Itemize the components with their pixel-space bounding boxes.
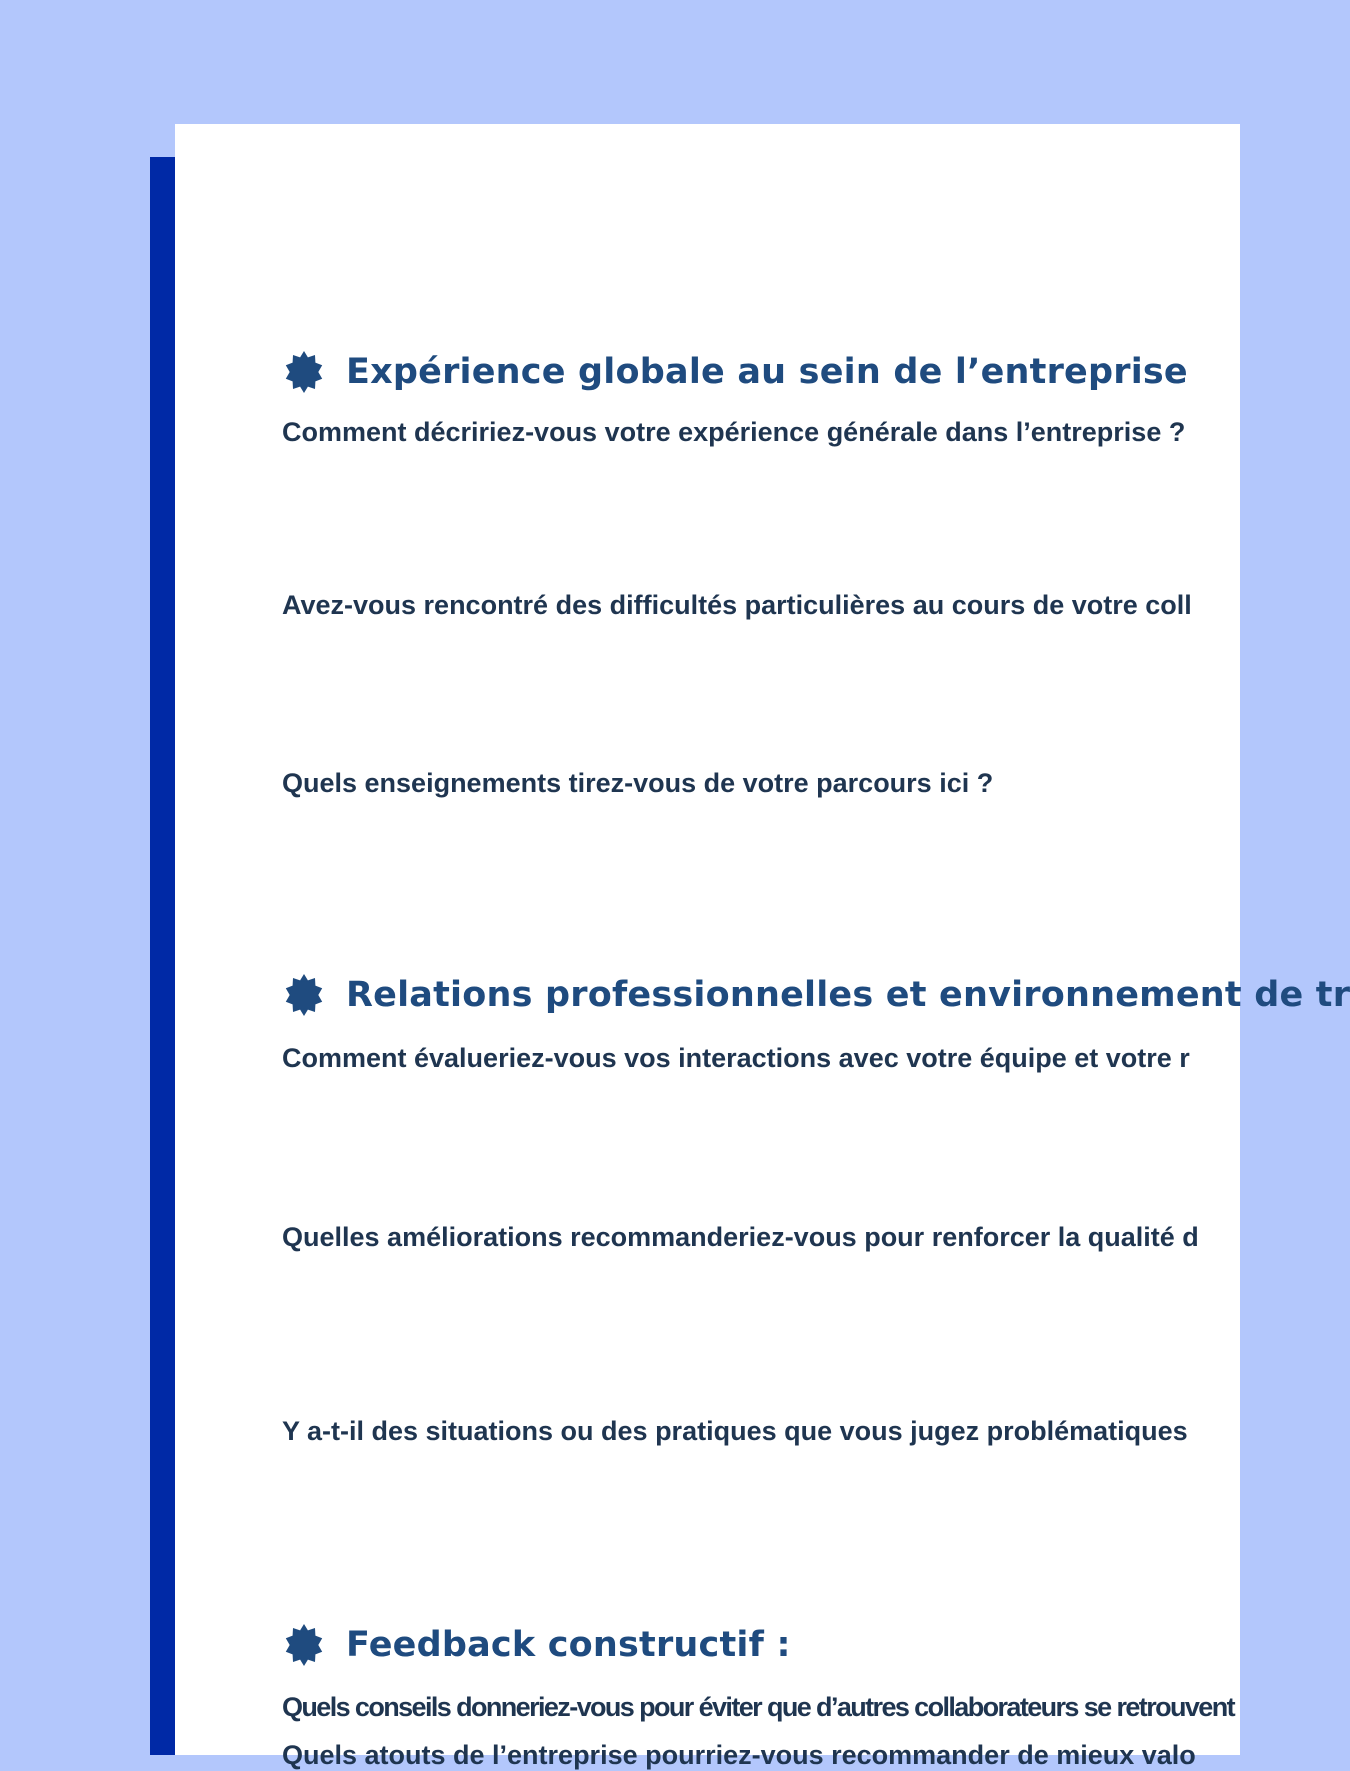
section-title: Feedback constructif : <box>346 1625 791 1665</box>
document-page <box>175 124 1350 1770</box>
question-text: Quelles améliorations recommanderiez-vous pour renforcer la qualité d <box>282 1222 1199 1252</box>
question-text: Avez-vous rencontré des difficultés particulières au cours de votre coll <box>282 590 1192 620</box>
section-title: Relations professionnelles et environnement de tr <box>346 975 1350 1015</box>
seal-badge-icon <box>282 350 326 394</box>
accent-bar <box>150 157 176 1755</box>
section-heading-feedback <box>282 1623 791 1667</box>
question-text: Quels conseils donneriez-vous pour éviter que d’autres collaborateurs se retrouvent <box>282 1692 1234 1722</box>
seal-badge-icon <box>282 973 326 1017</box>
question-text: Quels atouts de l’entreprise pourriez-vous recommander de mieux valo <box>282 1740 1196 1770</box>
seal-badge-icon <box>282 1623 326 1667</box>
question-text: Quels enseignements tirez-vous de votre parcours ici ? <box>282 768 994 798</box>
section-heading-experience <box>282 350 1188 394</box>
section-title: Expérience globale au sein de l’entreprise <box>346 352 1188 392</box>
question-text: Comment évalueriez-vous vos interactions avec votre équipe et votre r <box>282 1043 1190 1073</box>
question-text: Y a-t-il des situations ou des pratiques que vous jugez problématiques <box>282 1416 1188 1446</box>
section-heading-relations <box>282 973 1350 1017</box>
question-text: Comment décririez-vous votre expérience générale dans l’entreprise ? <box>282 417 1186 447</box>
